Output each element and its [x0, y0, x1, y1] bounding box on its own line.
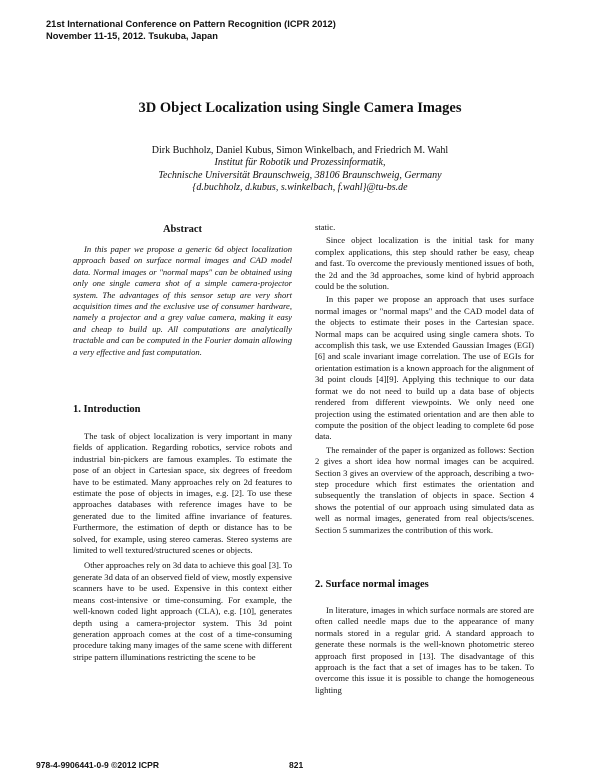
abstract-body [73, 244, 292, 358]
author-names: Dirk Buchholz, Daniel Kubus, Simon Winkelbach, and Friedrich M. Wahl [151, 145, 449, 156]
conference-name: 21st International Conference on Pattern Recognition (ICPR 2012) [46, 19, 336, 29]
section-2-heading: 2. Surface normal images [315, 579, 429, 590]
paper-title: 3D Object Localization using Single Camera Images [138, 100, 462, 116]
section-2-body [315, 605, 534, 696]
conference-header [46, 18, 336, 42]
conference-dates: November 11-15, 2012. Tsukuba, Japan [46, 31, 218, 41]
section-1-paragraph: The task of object localization is very important in many fields of application. Regarding robotics, service robots and industrial bin-pickers are famous examples. To estimate the pose of an object in Cartesian space, six degrees of freedom have to be estimated. Many approaches rely on 2d features to estimate the pose of objects in images, e.g. [2]. To use these approaches databases with reference images have to be generated due to the limited affine invariance of features. Furthermore, the estimation of depth or distance has to be solved, for example, using stereo cameras. Stereo systems are limited to well textured/structured scenes or objects. [73, 431, 292, 556]
author-university: Technische Universität Braunschweig, 38106 Braunschweig, Germany [158, 169, 442, 181]
right-paragraph: Since object localization is the initial task for many complex applications, this step should rather be easy, cheap and fast. To overcome the previously mentioned issues of both, the 2d and the 3d approaches, some kind of hybrid approach could be the solution. [315, 235, 534, 292]
author-block [0, 145, 600, 194]
abstract-text: In this paper we propose a generic 6d object localization approach based on surface normal images and CAD model data. Normal images or "normal maps" can be obtained using only one single camera shot of a simple camera-projector system. The advantages of this sensor setup are very short acquisition times and the exclusive use of consumer hardware, namely a projector and a grey value camera, making it easy and cheap to build up. All computations are analytically tractable and can be computed in the Fourier domain allowing a very effective and fast computation. [73, 244, 292, 357]
section-1-heading: 1. Introduction [73, 404, 141, 415]
right-paragraph: In this paper we propose an approach that uses surface normal images or "normal maps" and the CAD model data of the objects to estimate their poses in the Cartesian space. Normal maps can be acquired using single camera shots. To accomplish this task, we use Extended Gaussian Images (EGI) [6] and scale invariant image correlation. The use of EGIs for orientation estimation is a known approach for the alignment of 3d point clouds [4][9]. Applying this technique to our data format we do not need to build up a data base of objects rendered from different viewpoints. We only need one projection using the estimated orientation and are then able to compute the position of the object leading to complete 6d pose data. [315, 294, 534, 442]
continued-text: static. [315, 222, 336, 232]
section-1-paragraph: Other approaches rely on 3d data to achieve this goal [3]. To generate 3d data of an observed field of view, mostly expensive scanners have to be used. Expensive in this context either means cost-intensive or time-consuming. For example, the well-known coded light approach (CLA), e.g. [10], generates depth using a camera-projector system. This 3d point generation approach comes at the cost of a time-consuming procedure taking many images of the same scene with different stripe pattern illuminations restricting the scene to be [73, 560, 292, 662]
right-column-body [315, 222, 534, 536]
footer-isbn: 978-4-9906441-0-9 ©2012 ICPR [36, 760, 159, 770]
page-number: 821 [289, 760, 304, 770]
right-paragraph: The remainder of the paper is organized as follows: Section 2 gives a short idea how normal images can be acquired. Section 3 gives an overview of the approach, describing a two-step procedure which first estimates the orientation and subsequently the translation of objects in space. Section 4 shows the potential of our approach using simulated data as well as normal images, generated from real objects/scenes. Section 5 summarizes the contribution of this work. [315, 444, 534, 535]
section-2-paragraph: In literature, images in which surface normals are stored are often called needle maps due to the appearance of many normals stored in a regular grid. A standard approach to generate these normals is the well-known photometric stereo approach first proposed in [13]. The disadvantage of this approach is the fact that a set of images has to be taken. To overcome this issue it is possible to change the homogeneous lighting [315, 605, 534, 695]
section-1-body [73, 431, 292, 663]
abstract-heading: Abstract [162, 224, 203, 235]
author-institute: Institut für Robotik und Prozessinformatik, [214, 157, 386, 169]
author-emails: {d.buchholz, d.kubus, s.winkelbach, f.wahl}@tu-bs.de [192, 181, 408, 193]
